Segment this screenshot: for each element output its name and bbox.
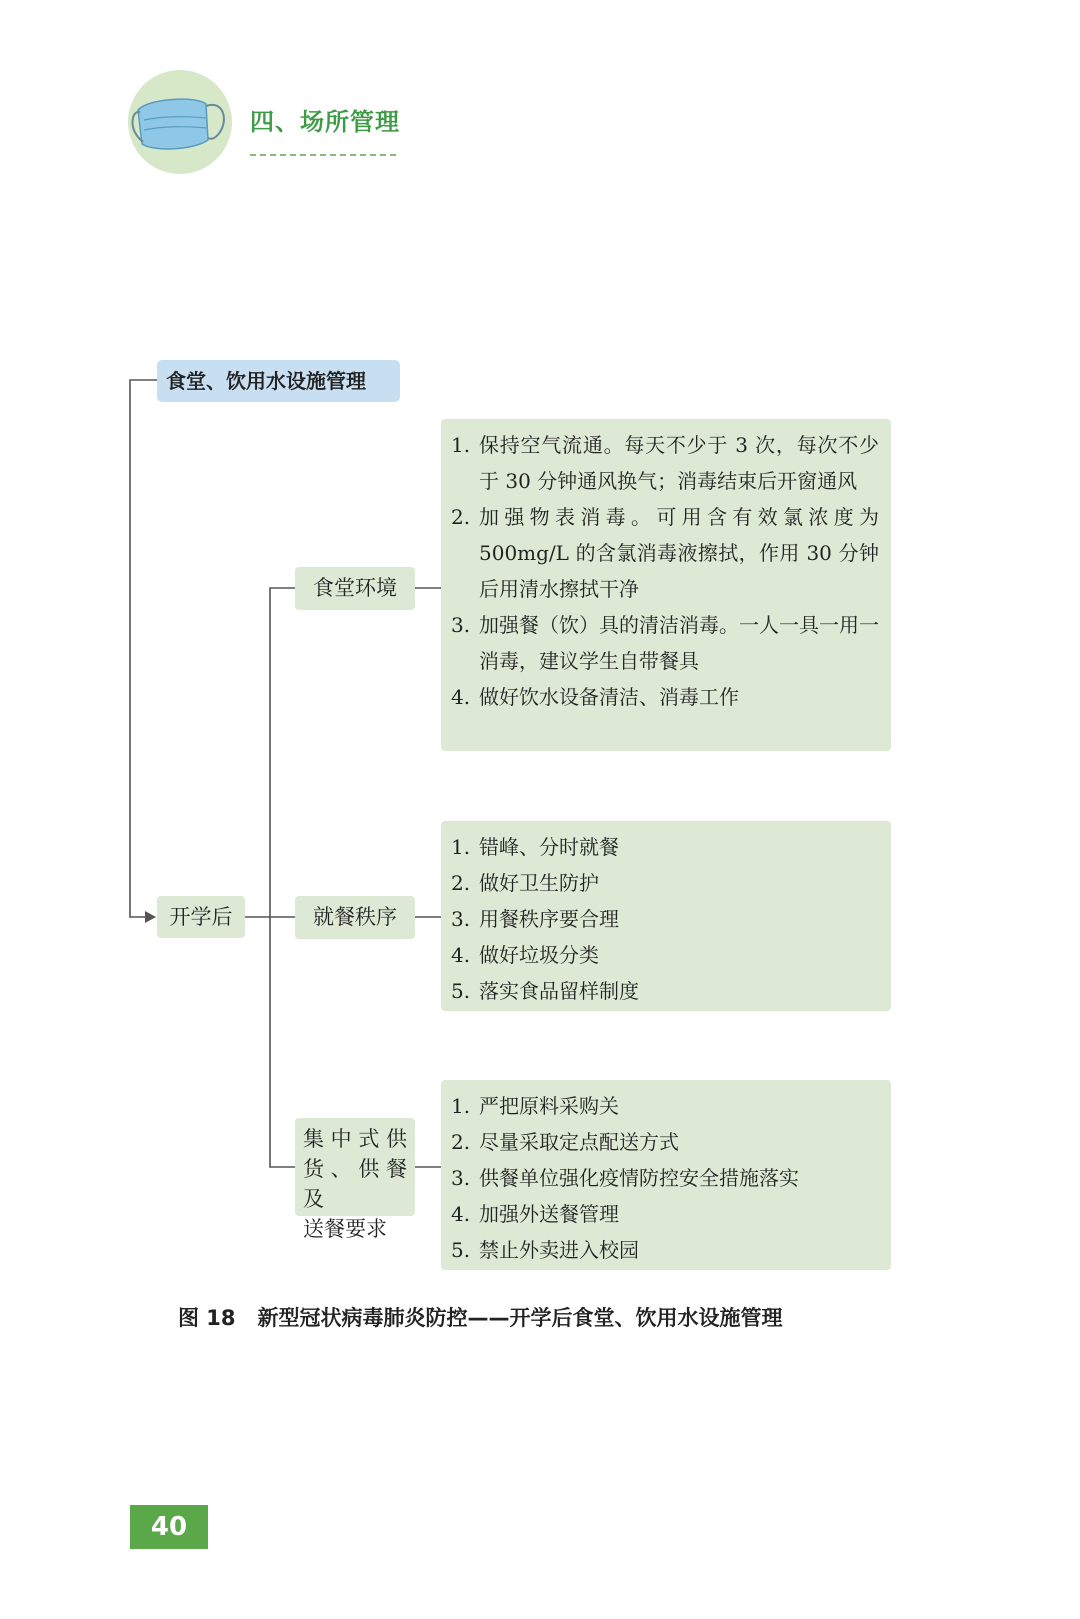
item-text: 供餐单位强化疫情防控安全措施落实 xyxy=(479,1166,799,1190)
list-item xyxy=(451,973,879,1009)
list-item xyxy=(451,937,879,973)
list-item xyxy=(451,1196,879,1232)
figure-caption xyxy=(178,1302,783,1332)
stage-node-after-school-start: 开学后 xyxy=(157,896,245,938)
item-text: 加强餐（饮）具的清洁消毒。一人一具一用一消毒，建议学生自带餐具 xyxy=(479,613,879,673)
item-number: 4. xyxy=(451,943,471,967)
item-number: 5. xyxy=(451,1238,471,1262)
item-number: 2. xyxy=(451,1130,471,1154)
item-text: 严把原料采购关 xyxy=(479,1094,619,1118)
list-item xyxy=(451,829,879,865)
category-dining-order: 就餐秩序 xyxy=(295,896,415,939)
item-text: 错峰、分时就餐 xyxy=(479,835,619,859)
item-number: 3. xyxy=(451,613,471,637)
list-item xyxy=(451,499,879,607)
item-number: 5. xyxy=(451,979,471,1003)
page-number: 40 xyxy=(130,1505,208,1549)
item-number: 1. xyxy=(451,835,471,859)
item-number: 4. xyxy=(451,1202,471,1226)
item-number: 2. xyxy=(451,871,471,895)
category-label-line: 货、供餐及 xyxy=(303,1157,407,1211)
item-number: 1. xyxy=(451,433,471,457)
item-text: 做好垃圾分类 xyxy=(479,943,599,967)
item-number: 1. xyxy=(451,1094,471,1118)
category-centralized-supply xyxy=(295,1118,415,1241)
root-node: 食堂、饮用水设施管理 xyxy=(157,360,400,402)
list-item xyxy=(451,679,879,715)
item-text: 加强外送餐管理 xyxy=(479,1202,619,1226)
list-item xyxy=(451,1160,879,1196)
category-label-line: 集中式供 xyxy=(303,1127,407,1151)
item-number: 4. xyxy=(451,685,471,709)
section-title: 四、场所管理 xyxy=(250,107,400,136)
item-text: 加强物表消毒。可用含有效氯浓度为 500mg/L 的含氯消毒液擦拭，作用 30 分钟后用清水擦拭干净 xyxy=(479,505,879,601)
item-text: 用餐秩序要合理 xyxy=(479,907,619,931)
figure-number: 图 18 xyxy=(178,1306,236,1330)
figure-caption-text: 新型冠状病毒肺炎防控——开学后食堂、饮用水设施管理 xyxy=(257,1306,783,1330)
list-item xyxy=(451,1232,879,1268)
item-number: 3. xyxy=(451,1166,471,1190)
item-text: 禁止外卖进入校园 xyxy=(479,1238,639,1262)
list-item xyxy=(451,427,879,499)
arrow-head-icon xyxy=(145,911,156,923)
list-item xyxy=(451,865,879,901)
list-item xyxy=(451,901,879,937)
item-number: 3. xyxy=(451,907,471,931)
item-text: 保持空气流通。每天不少于 3 次，每次不少于 30 分钟通风换气；消毒结束后开窗通风 xyxy=(479,433,879,493)
canteen-environment-list xyxy=(441,419,891,751)
item-number: 2. xyxy=(451,505,471,529)
list-item xyxy=(451,607,879,679)
item-text: 落实食品留样制度 xyxy=(479,979,639,1003)
item-text: 做好饮水设备清洁、消毒工作 xyxy=(479,685,739,709)
dining-order-list xyxy=(441,821,891,1011)
item-text: 做好卫生防护 xyxy=(479,871,599,895)
category-canteen-environment: 食堂环境 xyxy=(295,567,415,610)
centralized-supply-list xyxy=(441,1080,891,1270)
list-item xyxy=(451,1124,879,1160)
list-item xyxy=(451,1088,879,1124)
category-label-line: 送餐要求 xyxy=(303,1217,387,1241)
item-text: 尽量采取定点配送方式 xyxy=(479,1130,679,1154)
